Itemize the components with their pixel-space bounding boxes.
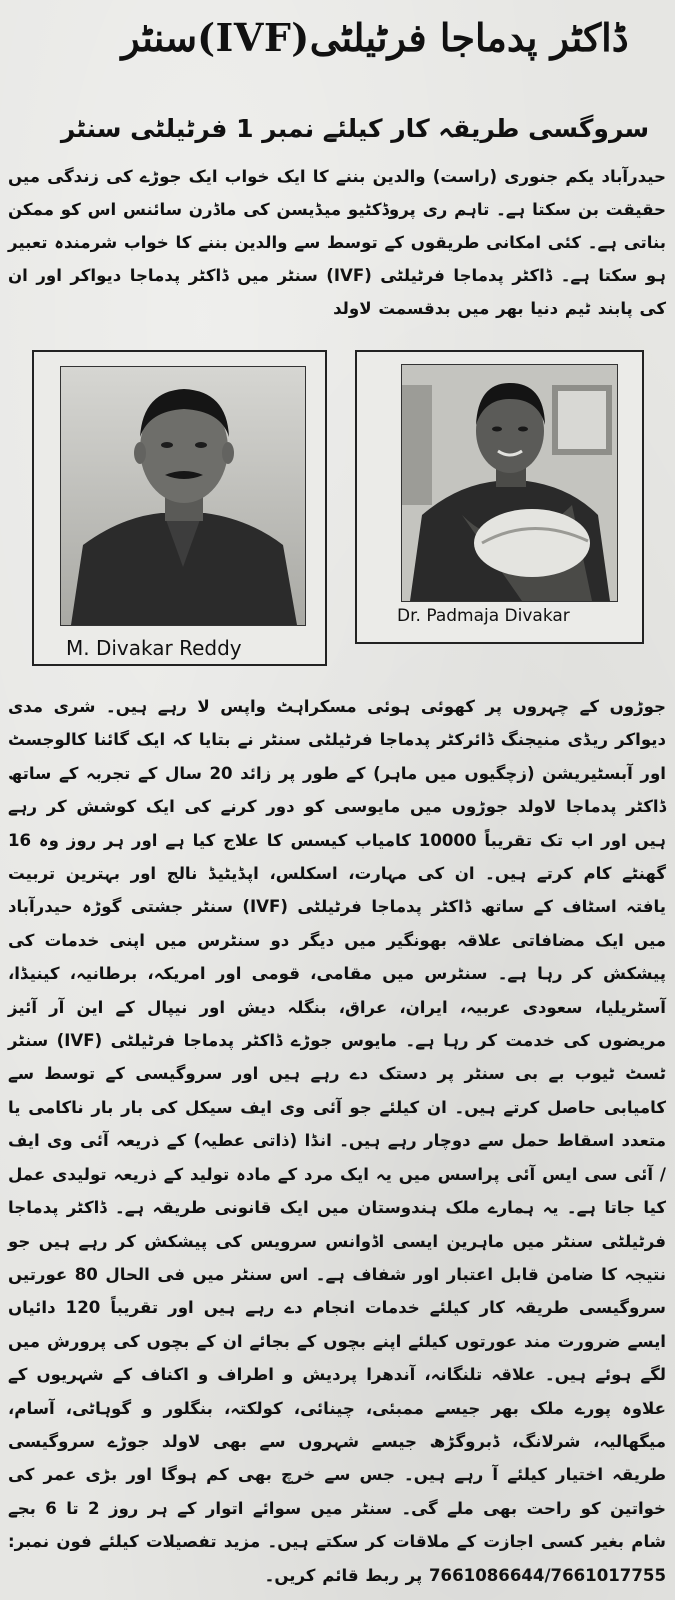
caption-divakar-reddy: M. Divakar Reddy xyxy=(66,636,242,660)
article-paragraph-intro: حیدرآباد یکم جنوری (راست) والدین بننے کا ایک خواب ایک جوڑے کی زندگی میں حقیقت بن سکتا ہے۔ تاہم ری پروڈکٹیو میڈیسن کی ماڈرن سائنس اس کو ممکن بناتی ہے۔ کئی امکانی طریقوں کے توسط سے والدین بننے کا خواب شرمندہ تعبیر ہو سکتا ہے۔ ڈاکٹر پدماجا فرٹیلٹی (IVF) سنٹر میں ڈاکٹر پدماجا دیواکر اور ان کی پابند ٹیم دنیا بھر میں بدقسمت لاولد xyxy=(8,167,666,318)
headline-ivf: (IVF) xyxy=(197,14,310,60)
phone-number: 7661086644/7661017755 xyxy=(429,1565,666,1585)
photo-frame-divakar-reddy xyxy=(32,350,327,666)
portrait-photo-woman xyxy=(401,364,618,602)
portrait-man-image xyxy=(61,367,305,625)
headline-suffix: سنٹر xyxy=(121,14,198,60)
article-headline xyxy=(80,6,670,68)
article-subheadline: سروگسی طریقہ کار کیلئے نمبر 1 فرٹیلٹی سنٹر xyxy=(60,113,650,143)
portrait-photo-man xyxy=(60,366,306,626)
article-paragraph-body xyxy=(8,690,666,1590)
headline-prefix: ڈاکٹر پدماجا فرٹیلٹی xyxy=(309,14,629,60)
closing-text: پر ربط قائم کریں۔ xyxy=(264,1565,423,1585)
body-text: جوڑوں کے چہروں پر کھوئی ہوئی مسکراہٹ واپس لا رہے ہیں۔ شری مدی دیواکر ریڈی منیجنگ ڈائرکٹر پدماجا فرٹیلٹی سنٹر نے بتایا کہ ایک گائنا کالوجسٹ اور آبسٹیریشن (زچگیوں میں ماہر) کے طور پر زائد 20 سال کے تجربہ کے ساتھ ڈاکٹر پدماجا لاولد جوڑوں میں مایوسی کو دور کرنے کی ایک کوشش کر رہے ہیں اور اب تک تقریباً 10000 کامیاب کیسس کا علاج کیا ہے اور ہر روز وہ 16 گھنٹے کام کرتے ہیں۔ ان کی مہارت، اسکلس، اپڈیٹیڈ نالج اور بہترین تربیت یافتہ اسٹاف کے ساتھ ڈاکٹر پدماجا فرٹیلٹی (IVF) سنٹر جشتی گوڑہ حیدرآباد میں ایک مضافاتی علاقہ بھونگیر میں دیگر دو سنٹرس میں اپنی خدمات کی پیشکش کر رہا ہے۔ سنٹرس میں مقامی، قومی اور امریکہ، برطانیہ، کینیڈا، آسٹریلیا، سعودی عربیہ، ایران، عراق، بنگلہ دیش اور نیپال کے این آر آئیز مریضوں کی خدمت کر رہا ہے۔ مایوس جوڑے ڈاکٹر پدماجا فرٹیلٹی (IVF) سنٹر ٹسٹ ٹیوب بے بی سنٹر پر دستک دے رہے ہیں اور سروگیسی کے توسط سے کامیابی حاصل کرتے ہیں۔ ان کیلئے جو آئی وی ایف سیکل کی بار بار ناکامی یا متعدد اسقاط حمل سے دوچار رہے ہیں۔ انڈا (ذاتی عطیہ) کے ذریعہ آئی وی ایف / آئی سی ایس آئی پراسس میں یہ ایک مرد کے مادہ تولید کے ذریعہ تولیدی عمل کیا جاتا ہے۔ یہ ہمارے ملک ہندوستان میں ایک قانونی طریقہ ہے۔ ڈاکٹر پدماجا فرٹیلٹی سنٹر میں ماہرین ایسی اڈوانس سرویس کی پیشکش کر رہے ہیں جو نتیجہ کا ضامن قابل اعتبار اور شفاف ہے۔ اس سنٹر میں فی الحال 80 عورتیں سروگیسی طریقہ کار کیلئے خدمات انجام دے رہے ہیں اور تقریباً 120 دائیاں ایسے ضرورت مند عورتوں کیلئے اپنے بچوں کے بجائے ان کے بچوں کی پرورش میں لگے ہوئے ہیں۔ علاقہ تلنگانہ، آندھرا پردیش و اطراف و اکناف کے شہریوں کے علاوہ پورے ملک بھر جیسے ممبئی، چینائی، کولکتہ، بنگلور و گوہاٹی، آسام، میگھالیہ، شرلانگ، ڈبروگڑھ جیسے شہروں سے بھی لاولد جوڑے سروگیسی طریقہ اختیار کیلئے آ رہے ہیں۔ جس سے خرچ بھی کم ہوگا اور بڑی عمر کی خواتین کو راحت بھی ملے گی۔ سنٹر میں سوائے اتوار کے ہر روز 2 تا 6 بجے شام بغیر کسی اجازت کے ملاقات کر سکتے ہیں۔ مزید تفصیلات کیلئے فون نمبر: xyxy=(8,697,666,1552)
photo-frame-padmaja-divakar xyxy=(355,350,644,644)
caption-padmaja-divakar: Dr. Padmaja Divakar xyxy=(397,606,570,626)
portrait-woman-image xyxy=(402,365,617,601)
